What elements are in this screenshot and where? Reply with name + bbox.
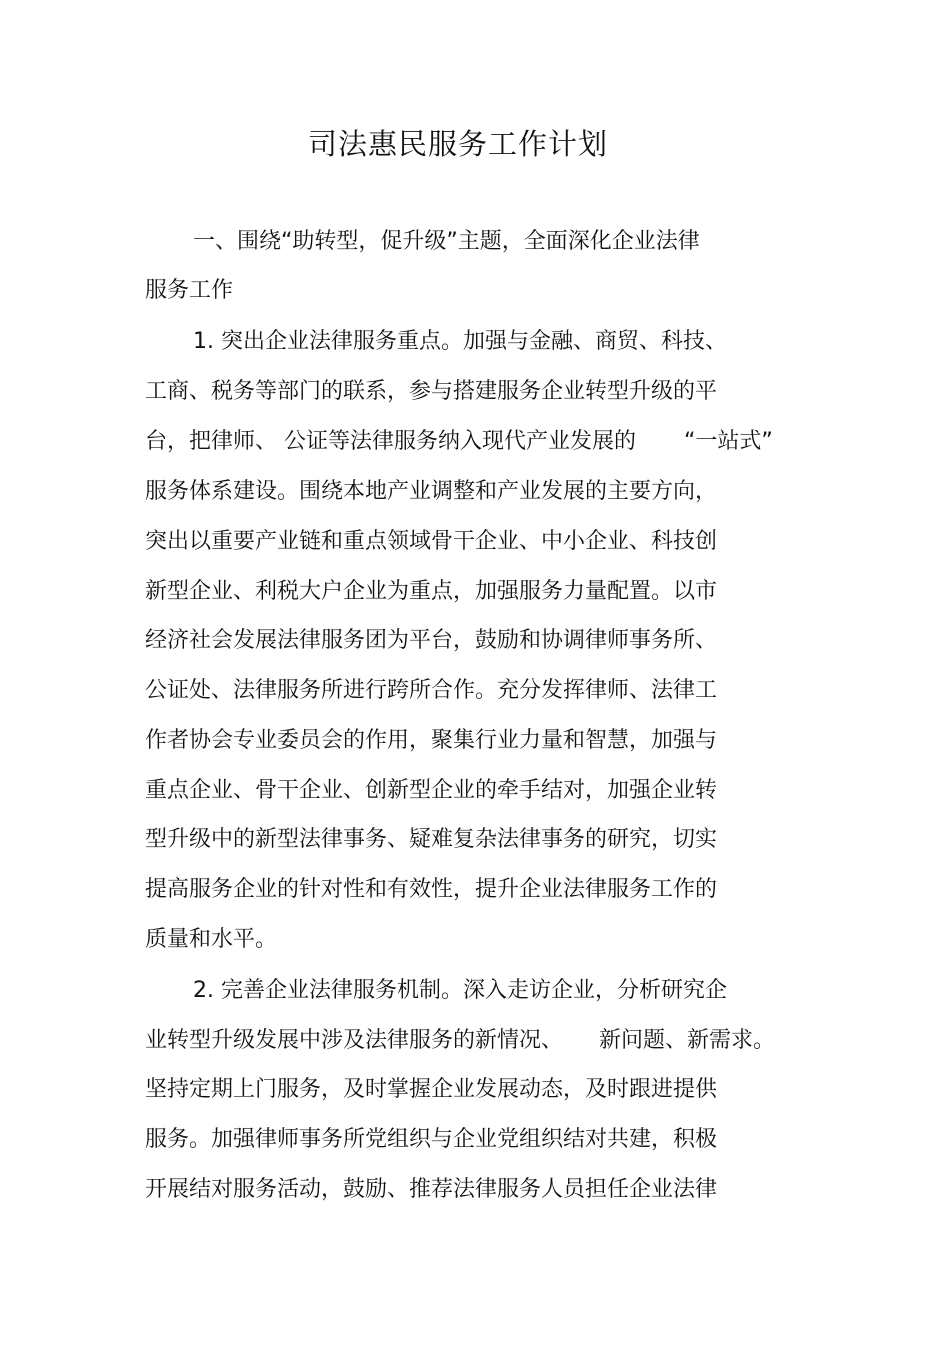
paragraph-line-segment: 新问题、新需求。 <box>599 1028 776 1053</box>
paragraph-line: 坚持定期上门服务，及时掌握企业发展动态，及时跟进提供 <box>145 1077 718 1102</box>
paragraph-line: 2. 完善企业法律服务机制。深入走访企业，分析研究企 <box>193 978 727 1003</box>
paragraph-line: 1. 突出企业法律服务重点。加强与金融、商贸、科技、 <box>193 329 727 354</box>
paragraph-line-segment: 业转型升级发展中涉及法律服务的新情况、 <box>145 1028 564 1053</box>
paragraph-line <box>145 1024 775 1058</box>
paragraph-line: 型升级中的新型法律事务、疑难复杂法律事务的研究，切实 <box>145 827 718 852</box>
paragraph-line: 质量和水平。 <box>145 927 278 952</box>
document-title: 司法惠民服务工作计划 <box>307 127 608 161</box>
paragraph-line-segment: 台，把律师、 公证等法律服务纳入现代产业发展的 <box>145 429 636 454</box>
paragraph-line: 作者协会专业委员会的作用，聚集行业力量和智慧，加强与 <box>145 728 718 753</box>
section-heading-line: 服务工作 <box>145 278 234 303</box>
paragraph-line-segment: “一站式” <box>684 429 773 454</box>
section-heading-line: 一、围绕“助转型，促升级”主题，全面深化企业法律 <box>193 229 700 254</box>
paragraph-line: 工商、税务等部门的联系，参与搭建服务企业转型升级的平 <box>145 379 718 404</box>
paragraph-line: 服务体系建设。围绕本地产业调整和产业发展的主要方向， <box>145 479 718 504</box>
paragraph-line: 开展结对服务活动，鼓励、推荐法律服务人员担任企业法律 <box>145 1177 718 1202</box>
paragraph-line <box>145 425 773 459</box>
paragraph-line: 经济社会发展法律服务团为平台，鼓励和协调律师事务所、 <box>145 628 718 653</box>
paragraph-line: 突出以重要产业链和重点领域骨干企业、中小企业、科技创 <box>145 529 718 554</box>
paragraph-line: 公证处、法律服务所进行跨所合作。充分发挥律师、法律工 <box>145 678 718 703</box>
paragraph-line: 服务。加强律师事务所党组织与企业党组织结对共建，积极 <box>145 1127 718 1152</box>
paragraph-line: 新型企业、利税大户企业为重点，加强服务力量配置。以市 <box>145 579 718 604</box>
paragraph-line: 重点企业、骨干企业、创新型企业的牵手结对，加强企业转 <box>145 778 718 803</box>
paragraph-line: 提高服务企业的针对性和有效性，提升企业法律服务工作的 <box>145 877 718 902</box>
